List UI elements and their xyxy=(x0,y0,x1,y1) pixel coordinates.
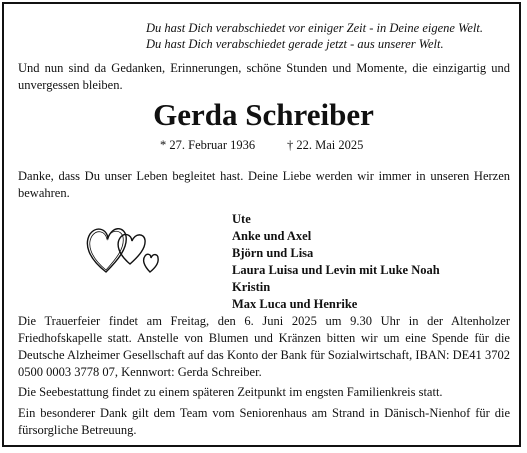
quote-line-2: Du hast Dich verabschiedet gerade jetzt - aus unserer Welt. xyxy=(146,37,444,51)
funeral-info: Die Trauerfeier findet am Freitag, den 6. Juni 2025 um 9.30 Uhr in der Altenholzer Friedhofskapelle statt. Anstelle von Blumen und Kränzen bitten wir um eine Spende für die Deutsche Alzheimer Gesellschaft auf das Konto der Bank für Sozialwirtschaft, IBAN: DE41 3702 0500 0003 3778 07, Kennwort: Gerda Schreiber. xyxy=(18,314,510,379)
three-hearts-icon xyxy=(84,220,164,285)
thanks-text: Danke, dass Du unser Leben begleitet hast. Deine Liebe werden wir immer in unseren Herzen bewahren. xyxy=(18,169,510,200)
quote-line-1: Du hast Dich verabschiedet vor einiger Zeit - in Deine eigene Welt. xyxy=(146,21,483,35)
family-member: Kristin xyxy=(232,280,271,294)
opening-quote xyxy=(146,20,483,52)
family-member: Laura Luisa und Levin mit Luke Noah xyxy=(232,263,440,277)
birth-date: * 27. Februar 1936 xyxy=(160,138,256,152)
sea-burial-info: Die Seebestattung findet zu einem späteren Zeitpunkt im engsten Familienkreis statt. xyxy=(18,385,443,399)
family-list xyxy=(232,211,440,313)
deceased-name: Gerda Schreiber xyxy=(153,97,374,132)
family-member: Anke und Axel xyxy=(232,229,312,243)
intro-text: Und nun sind da Gedanken, Erinnerungen, schöne Stunden und Momente, die einzigartig und unvergessen bleiben. xyxy=(18,61,510,92)
death-date: † 22. Mai 2025 xyxy=(287,138,364,152)
family-member: Ute xyxy=(232,212,251,226)
special-thanks: Ein besonderer Dank gilt dem Team vom Seniorenhaus am Strand in Dänisch-Nienhof für die fürsorgliche Betreuung. xyxy=(18,406,510,437)
family-member: Björn und Lisa xyxy=(232,246,314,260)
family-member: Max Luca und Henrike xyxy=(232,297,358,311)
